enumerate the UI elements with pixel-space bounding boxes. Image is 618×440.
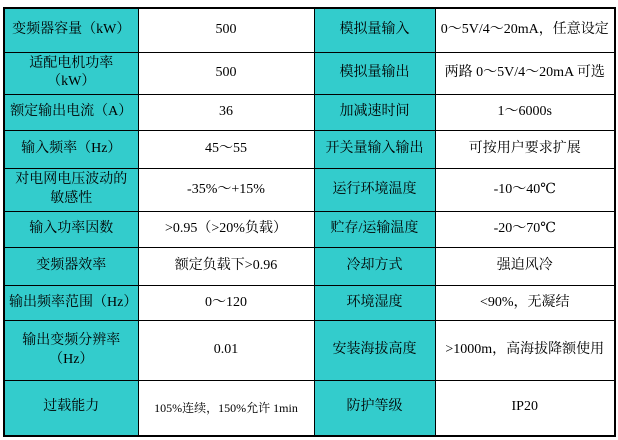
table-row <box>4 212 615 248</box>
spec-value-cell: >0.95（>20%负载） <box>138 212 314 248</box>
spec-value-cell: -20～70℃ <box>435 212 615 248</box>
spec-value-cell: 500 <box>138 8 314 52</box>
spec-label-cell: 模拟量输出 <box>314 52 435 95</box>
spec-value-cell: 45～55 <box>138 131 314 169</box>
spec-value-cell: -35%～+15% <box>138 169 314 212</box>
spec-label-cell: 防护等级 <box>314 381 435 436</box>
table-row <box>4 286 615 321</box>
table-row <box>4 95 615 131</box>
spec-label-cell: 运行环境温度 <box>314 169 435 212</box>
spec-value-cell: 36 <box>138 95 314 131</box>
spec-value-cell: -10～40℃ <box>435 169 615 212</box>
spec-label-cell: 过载能力 <box>4 381 138 436</box>
table-row <box>4 52 615 95</box>
spec-label-cell: 冷却方式 <box>314 248 435 286</box>
spec-table <box>3 7 616 437</box>
table-row <box>4 8 615 52</box>
spec-value-cell: 500 <box>138 52 314 95</box>
spec-label-cell: 对电网电压波动的敏感性 <box>4 169 138 212</box>
table-row <box>4 321 615 381</box>
spec-label-cell: 适配电机功率（kW） <box>4 52 138 95</box>
spec-value-cell: 可按用户要求扩展 <box>435 131 615 169</box>
table-row <box>4 248 615 286</box>
spec-value-cell: 额定负载下>0.96 <box>138 248 314 286</box>
spec-label-cell: 开关量输入输出 <box>314 131 435 169</box>
spec-value-cell: 0.01 <box>138 321 314 381</box>
spec-value-cell: 0～120 <box>138 286 314 321</box>
spec-value-cell: IP20 <box>435 381 615 436</box>
spec-table-body <box>4 8 615 436</box>
spec-label-cell: 输出变频分辨率（Hz） <box>4 321 138 381</box>
spec-value-cell: 105%连续，150%允许 1min <box>138 381 314 436</box>
spec-label-cell: 输入频率（Hz） <box>4 131 138 169</box>
spec-value-cell: 强迫风冷 <box>435 248 615 286</box>
spec-value-cell: 0～5V/4～20mA，任意设定 <box>435 8 615 52</box>
spec-value-cell: >1000m，高海拔降额使用 <box>435 321 615 381</box>
spec-value-cell: 1～6000s <box>435 95 615 131</box>
table-row <box>4 131 615 169</box>
spec-label-cell: 变频器效率 <box>4 248 138 286</box>
spec-label-cell: 加减速时间 <box>314 95 435 131</box>
spec-value-cell: <90%，无凝结 <box>435 286 615 321</box>
spec-label-cell: 输入功率因数 <box>4 212 138 248</box>
spec-label-cell: 环境湿度 <box>314 286 435 321</box>
spec-label-cell: 输出频率范围（Hz） <box>4 286 138 321</box>
spec-value-cell: 两路 0～5V/4～20mA 可选 <box>435 52 615 95</box>
table-row <box>4 381 615 436</box>
spec-label-cell: 变频器容量（kW） <box>4 8 138 52</box>
table-row <box>4 169 615 212</box>
spec-label-cell: 额定输出电流（A） <box>4 95 138 131</box>
spec-label-cell: 模拟量输入 <box>314 8 435 52</box>
spec-label-cell: 贮存/运输温度 <box>314 212 435 248</box>
spec-label-cell: 安装海拔高度 <box>314 321 435 381</box>
